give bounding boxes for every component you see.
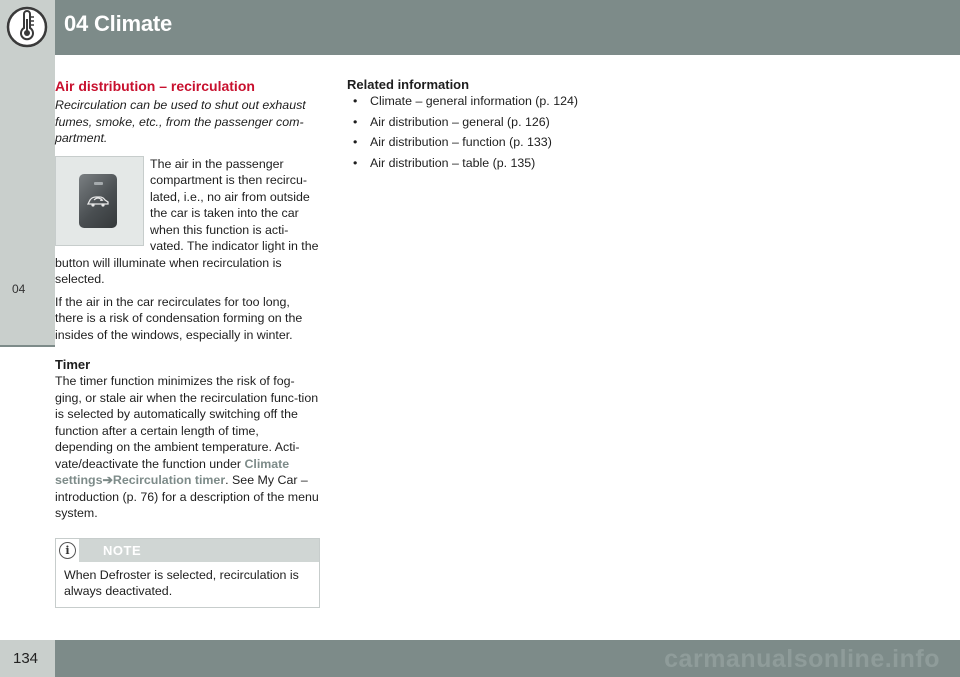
- note-text: When Defroster is selected, recirculation is always deactivated.: [64, 567, 299, 598]
- menu-path-recirculation-timer: Recirculation timer: [112, 473, 226, 487]
- timer-text-after: . See My Car – introduction (p. 76) for a description of the menu system.: [55, 473, 319, 520]
- note-icon-cell: [56, 539, 79, 562]
- page-number: 134: [13, 650, 39, 667]
- note-title: NOTE: [103, 542, 142, 558]
- chapter-tab: [0, 55, 55, 345]
- tab-divider: [0, 345, 55, 347]
- recirculation-icon: [86, 194, 110, 208]
- footer-bar: [55, 640, 960, 677]
- timer-text-before: The timer function minimizes the risk of fog-ging, or stale air when the recirculation func-tion is selected by automatically switching off the function after a certain length of time, depending on the ambient temperature. Acti-vate/deactivate the function under: [55, 374, 319, 471]
- right-column: [347, 77, 607, 175]
- chapter-icon-box: [0, 0, 55, 55]
- chapter-title: 04 Climate: [64, 11, 173, 36]
- section-title: Air distribution – recirculation: [55, 78, 255, 94]
- menu-path-climate-settings: Climate settings: [55, 456, 290, 487]
- info-icon: i: [59, 542, 76, 559]
- chapter-tab-label: 04: [12, 282, 26, 296]
- watermark: carmanualsonline.info: [664, 645, 940, 673]
- related-item[interactable]: • Air distribution – function (p. 133): [347, 134, 607, 151]
- indicator-light: [94, 182, 103, 185]
- timer-heading: Timer: [55, 357, 91, 372]
- menu-path-arrow: ➔: [102, 473, 113, 487]
- timer-paragraph: [55, 373, 320, 522]
- section-intro: Recirculation can be used to shut out exhaust fumes, smoke, etc., from the passenger com-partment.: [55, 98, 306, 145]
- thermometer-icon: [0, 0, 55, 55]
- figure-description: The air in the passenger compartment is then recircu-lated, i.e., no air from outside the car is taken into the car when this function is acti-vated. The indicator light in the button will illuminate when recirculation is selected.: [55, 156, 319, 286]
- figure-block: [55, 156, 320, 288]
- related-list: [347, 93, 607, 171]
- recirculation-button-illustration: [55, 156, 144, 246]
- related-item[interactable]: • Climate – general information (p. 124): [347, 93, 607, 110]
- condensation-paragraph: If the air in the car recirculates for too long, there is a risk of condensation forming on the insides of the windows, especially in winter.: [55, 294, 303, 342]
- note-header: [56, 539, 319, 562]
- recirculation-button-image: [79, 174, 117, 228]
- related-item[interactable]: • Air distribution – table (p. 135): [347, 155, 607, 172]
- note-box: [55, 538, 320, 608]
- related-heading: Related information: [347, 77, 470, 92]
- left-column: [55, 77, 320, 608]
- related-item[interactable]: • Air distribution – general (p. 126): [347, 114, 607, 131]
- page-number-box: [0, 640, 55, 677]
- header-bar: [55, 0, 960, 55]
